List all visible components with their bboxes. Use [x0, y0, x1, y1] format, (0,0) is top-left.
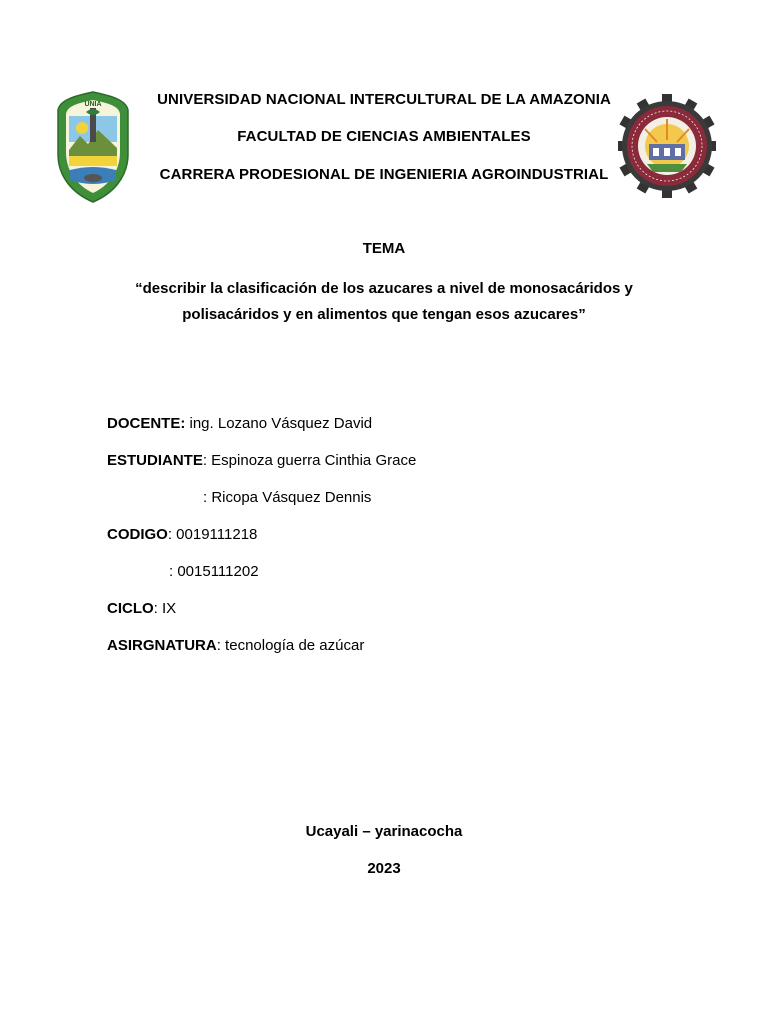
asignatura-value: : tecnología de azúcar: [216, 637, 365, 654]
estudiante-value-2: : Ricopa Vásquez Dennis: [203, 489, 372, 506]
codigo-value-1: : 0019111218: [167, 526, 258, 543]
ciclo-value: : IX: [153, 600, 177, 617]
docente-value: ing. Lozano Vásquez David: [185, 415, 373, 432]
estudiante-value-1: : Espinoza guerra Cinthia Grace: [202, 452, 417, 469]
university-name: UNIVERSIDAD NACIONAL INTERCULTURAL DE LA AMAZONIA: [157, 91, 611, 108]
logo-text-unia: UNIA: [84, 101, 102, 108]
faculty-name: FACULTAD DE CIENCIAS AMBIENTALES: [237, 128, 531, 145]
career-name: CARRERA PRODESIONAL DE INGENIERIA AGROINDUSTRIAL: [159, 166, 609, 183]
ciclo-label: CICLO: [107, 600, 154, 617]
docente-row: [107, 415, 372, 432]
codigo-label: CODIGO: [107, 526, 168, 543]
ciclo-row: [107, 600, 176, 617]
codigo-value-2: : 0015111202: [169, 563, 259, 580]
asignatura-row: [107, 637, 364, 654]
estudiante-label: ESTUDIANTE: [107, 452, 203, 469]
codigo-row: [107, 526, 257, 543]
footer-year: 2023: [367, 860, 401, 877]
footer-place: Ucayali – yarinacocha: [305, 823, 463, 840]
estudiante-row: [107, 452, 416, 469]
topic-title: “describir la clasificación de los azucares a nivel de monosacáridos y polisacáridos y en alimentos que tengan esos azucares”: [135, 280, 633, 323]
codigo-row-2: [169, 563, 259, 580]
estudiante-row-2: [203, 489, 371, 506]
asignatura-label: ASIRGNATURA: [107, 637, 217, 654]
topic-label: TEMA: [362, 240, 406, 257]
docente-label: DOCENTE:: [107, 415, 186, 432]
